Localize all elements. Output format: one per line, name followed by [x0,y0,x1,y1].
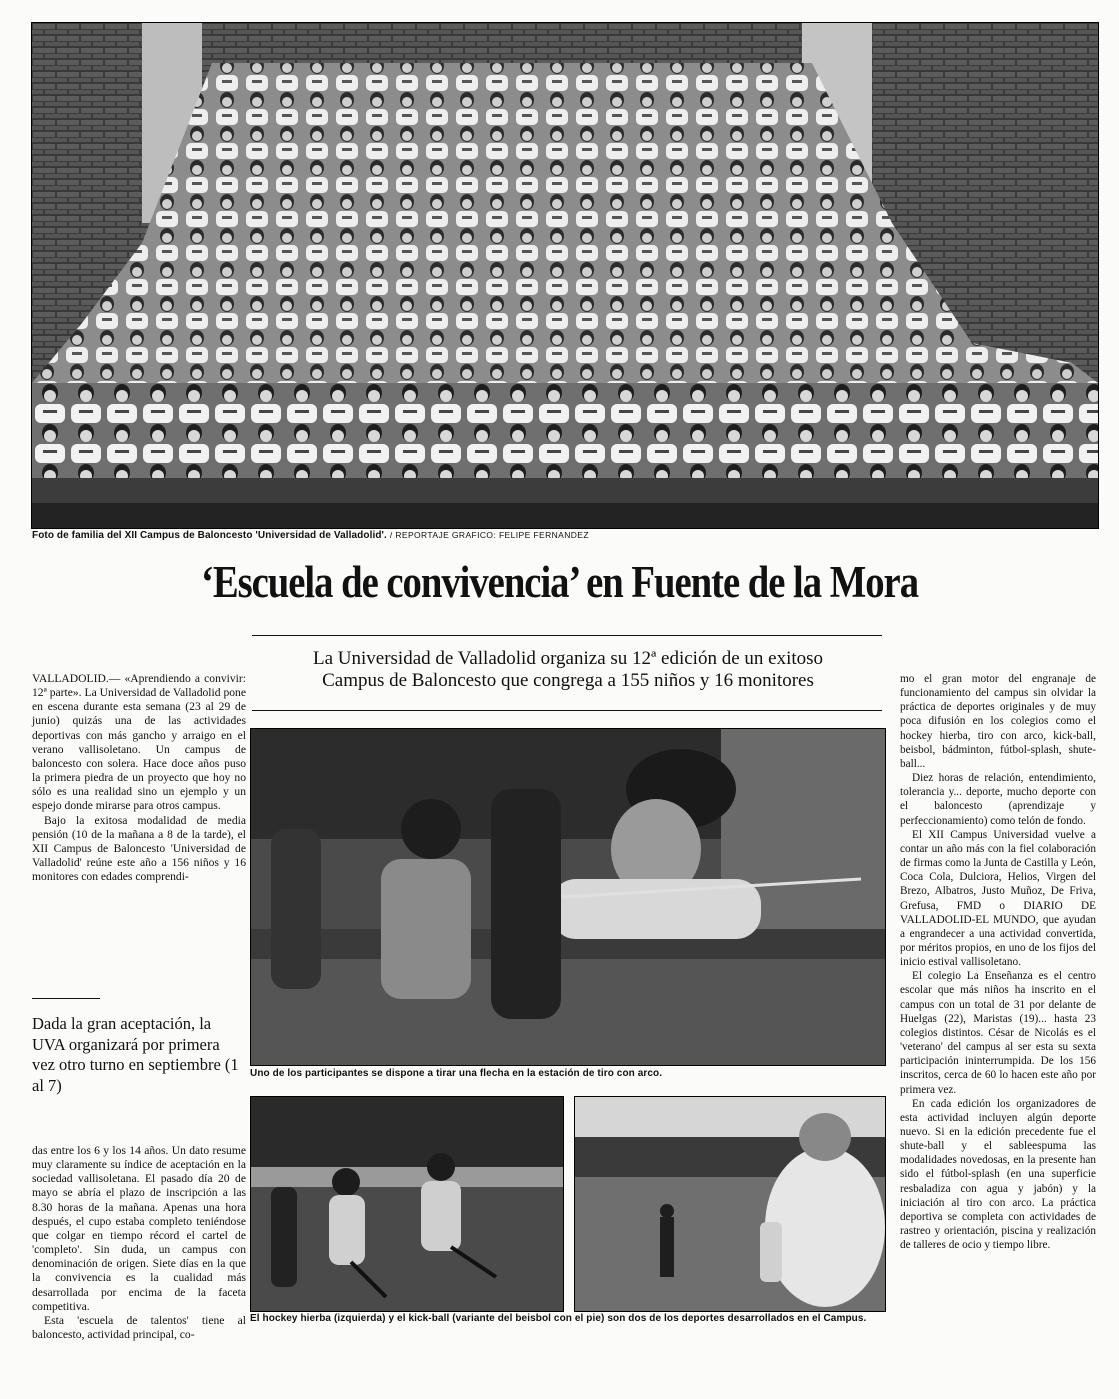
article-column-left-top [32,672,246,884]
headline: ‘Escuela de convivencia’ en Fuente de la Mora [200,557,919,607]
article-column-right [900,672,1096,1252]
archery-photo-caption: Uno de los participantes se dispone a tirar una flecha en la estación de tiro con arco. [250,1068,663,1079]
paragraph: El XII Campus Universidad vuelve a contar un año más con la fiel colaboración de firmas como la Junta de Castilla y León, Coca Cola, Dulciora, Helios, Virgen del Brezo, Albatros, Justo Muñoz, De Friva, Grefusa, FMD o DIARIO DE VALLADOLID-EL MUNDO, que ayudan a engrandecer a una actividad convertida, por méritos propios, en uno de los fijos del inicio estival vallisoletano. [900,828,1096,969]
archery-photo [250,728,886,1066]
subhead-line-2: Campus de Baloncesto que congrega a 155 niños y 16 monitores [322,670,814,691]
group-photo [31,22,1099,529]
pull-quote-rule [32,998,100,999]
paragraph: Esta 'escuela de talentos' tiene al baloncesto, actividad principal, co- [32,1313,246,1342]
paragraph: Bajo la exitosa modalidad de media pensión (10 de la mañana a 8 de la tarde), el XII Campus de Baloncesto 'Universidad de Valladolid' reúne este año a 156 niños y 16 monitores con edades comprendi- [32,813,246,884]
paragraph: En cada edición los organizadores de esta actividad incluyen algún deporte nuevo. Si en la edición precedente fue el shute-ball y el sableespuma las modalidades novedosas, en la presente han sido el fútbol-splash (en una superficie resbaladiza con agua y jabón) y la iniciación al tiro con arco. La práctica deportiva se completa con actividades de rastreo y orientación, piscina y realización de talleres de ocio y tiempo libre. [900,1097,1096,1252]
paragraph: VALLADOLID.— «Aprendiendo a convivir: 12ª parte». La Universidad de Valladolid pone en escena durante esta semana (23 al 29 de junio) quizás una de las actividades deportivas con más gancho y arraigo en el verano vallisoletano. Un campus de baloncesto con solera. Hace doce años puso la primera piedra de un proyecto que hoy no sólo es una realidad sino un ejemplo y un espejo donde mirarse para otros campus. [32,672,246,813]
photo-credit: / REPORTAJE GRAFICO: FELIPE FERNANDEZ [389,530,589,540]
pull-quote: Dada la gran aceptación, la UVA organizará por primera vez otro turno en septiembre (1 al 7) [32,1014,239,1095]
subhead-line-1: La Universidad de Valladolid organiza su 12ª edición de un exitoso [312,648,824,669]
main-photo-caption-text: Foto de familia del XII Campus de Baloncesto 'Universidad de Valladolid'. [32,530,387,541]
subhead [252,648,884,692]
subhead-top-rule [252,635,882,636]
hockey-photo [250,1096,564,1312]
main-photo-caption [32,530,589,541]
subhead-bottom-rule [252,710,882,711]
paragraph: das entre los 6 y los 14 años. Un dato resume muy claramente su índice de aceptación en la sociedad vallisoletana. El pasado día 20 de mayo se abría el plazo de inscripción a las 8.30 horas de la mañana. Apenas una hora después, el cupo estaba completo teniéndose que colgar en tiempo récord el cartel de 'completo'. Sin duda, un campus con denominación de origen. Siete días en la que la convivencia es la cualidad más desarrollada por encima de la faceta competitiva. [32,1144,246,1313]
kickball-photo [574,1096,886,1312]
paragraph: Diez horas de relación, entendimiento, tolerancia y... deporte, mucho deporte con el baloncesto (aprendizaje y perfeccionamiento) como telón de fondo. [900,772,1096,827]
paragraph: El colegio La Enseñanza es el centro escolar que más niños ha inscrito en el campus con un total de 31 por delante de Huelgas (22), Maristas (19)... hasta 23 colegios distintos. César de Nicolás es el 'veterano' del campus al ser esta su sexta participación ininterrumpida. De los 156 inscritos, cerca de 60 lo hacen este año por primera vez. [900,970,1096,1096]
article-column-left-bottom [32,1144,246,1342]
bottom-photos-caption: El hockey hierba (izquierda) y el kick-ball (variante del beisbol con el pie) son dos de los deportes desarrollados en el Campus. [250,1313,867,1324]
paragraph: mo el gran motor del engranaje de funcionamiento del campus sin olvidar la práctica de deportes originales y de muy poca difusión en los colegios como el hockey hierba, tiro con arco, kick-ball, beisbol, bádminton, fútbol-splash, shute-ball... [900,673,1096,770]
